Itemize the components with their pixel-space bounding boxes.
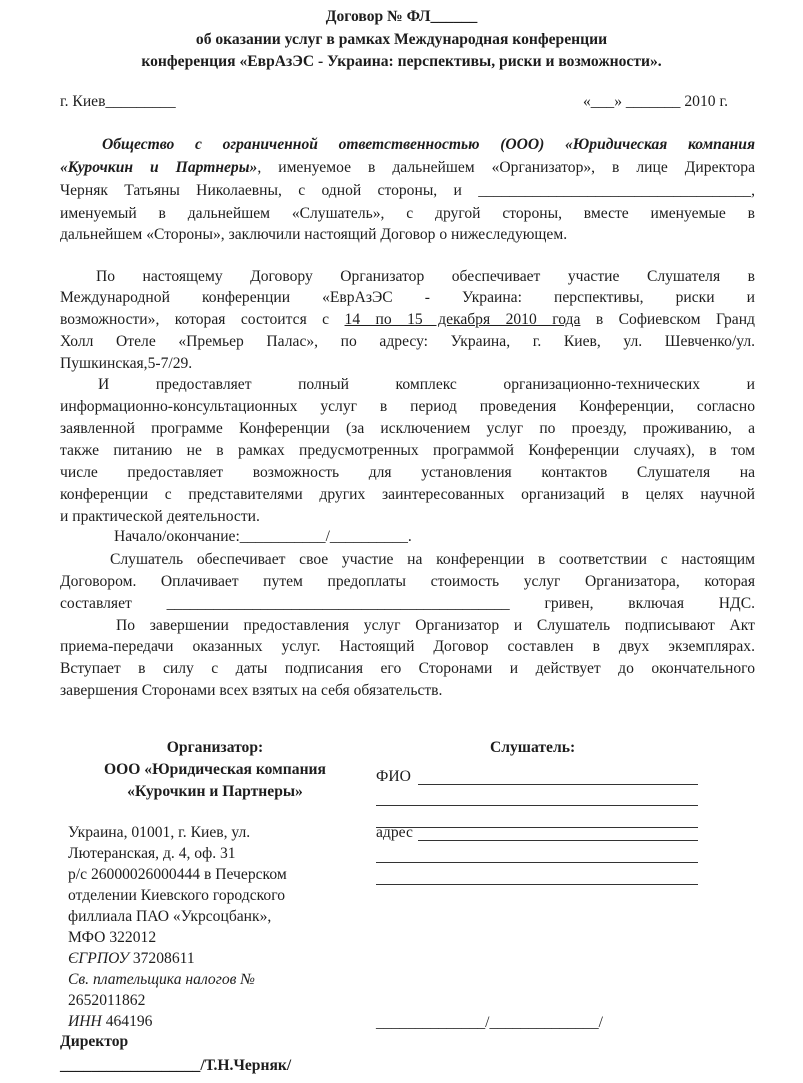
para4-line-2: приема-передачи оказанных услуг. Настоящий Договор составлен в двух экземплярах.	[60, 638, 755, 655]
organizer-bank-1: р/с 26000026000444 в Печерском	[68, 866, 287, 883]
para4-line-4: завершения Сторонами всех взятых на себя обязательств.	[60, 682, 443, 699]
para2-line-6: конференции с представителями других заинтересованных организаций в целях научной	[60, 486, 755, 503]
organizer-name-1: ООО «Юридическая компания	[104, 761, 326, 778]
organizer-signature: __________________/Т.Н.Черняк/	[60, 1057, 292, 1074]
para3-line-2: Договором. Оплачивает путем предоплаты стоимость услуг Организатора, которая	[60, 573, 755, 590]
conference-dates: 14 по 15 декабря 2010 года	[344, 311, 581, 328]
organizer-name-bold: Общество с ограниченной ответственностью (ООО) «Юридическая компания	[102, 136, 755, 153]
organizer-mfo: МФО 322012	[68, 929, 157, 946]
intro-line-1	[60, 134, 755, 155]
organizer-address-1: Украина, 01001, г. Киев, ул.	[68, 824, 251, 841]
contract-date: «___» _______ 2010 г.	[583, 93, 728, 110]
listener-heading: Слушатель:	[490, 739, 576, 756]
listener-fio-line	[418, 784, 698, 785]
intro-line-2: «Курочкин и Партнеры», именуемое в дальнейшем «Организатор», в лице Директора	[60, 159, 755, 176]
listener-address-line	[418, 840, 698, 841]
para4-line-1: По завершении предоставления услуг Организатор и Слушатель подписывают Акт	[116, 617, 755, 634]
listener-address-label: адрес	[376, 824, 413, 841]
para3-line-1: Слушатель обеспечивает свое участие на конференции в соответствии с настоящим	[110, 551, 755, 568]
organizer-bank-2: отделении Киевского городского	[68, 887, 286, 904]
para2-line-3: заявленной программе Конференции (за исключением услуг по проезду, проживанию, а	[60, 420, 755, 437]
organizer-bank-3: филлиала ПАО «Укрсоцбанк»,	[68, 908, 272, 925]
para1-line-4: Холл Отеле «Премьер Палас», по адресу: Украина, г. Киев, ул. Шевченко/ул.	[60, 333, 755, 350]
organizer-name-bold-2: «Курочкин и Партнеры»	[60, 159, 258, 176]
para2-line-4: также питанию не в рамках предусмотренных программой Конференции случаях), в том	[60, 442, 755, 459]
para2-line-7: и практической деятельности.	[60, 508, 260, 525]
para2-line-5: числе предоставляет возможность для установления контактов Слушателя на	[60, 464, 755, 481]
para2-line-2: информационно-консультационных услуг в период проведения Конференции, согласно	[60, 398, 755, 415]
listener-address-line-3	[376, 884, 698, 885]
organizer-tax-number: 2652011862	[68, 992, 146, 1009]
intro-line-3: Черняк Татьяны Николаевны, с одной стороны, и ___________________________________,	[60, 182, 755, 199]
listener-address-line-2	[376, 862, 698, 863]
para1-line-5: Пушкинская,5-7/29.	[60, 355, 193, 372]
para3-line-3: составляет ____________________________________________ гривен, включая НДС.	[60, 595, 755, 612]
organizer-tax-label: Св. плательщика налогов №	[68, 971, 255, 988]
listener-fio-label: ФИО	[376, 768, 411, 785]
contract-subtitle: об оказании услуг в рамках Международная конференции	[195, 31, 608, 48]
para2-line-1: И предоставляет полный комплекс организационно-технических и	[98, 376, 755, 393]
organizer-heading: Организатор:	[166, 739, 264, 756]
para1-line-3: возможности», которая состоится с 14 по 15 декабря 2010 года в Софиевском Гранд	[60, 311, 755, 328]
listener-signature: ______________/______________/	[376, 1014, 603, 1031]
start-end-field: Начало/окончание:___________/__________.	[114, 528, 412, 545]
organizer-director-label: Директор	[60, 1033, 129, 1050]
listener-fio-line-2	[376, 805, 698, 806]
intro-line-5: дальнейшем «Стороны», заключили настоящий Договор о нижеследующем.	[60, 226, 568, 243]
contract-conference-name: конференция «ЕврАзЭС - Украина: перспективы, риски и возможности».	[141, 53, 662, 70]
para1-line-2: Международной конференции «ЕврАзЭС - Украина: перспективы, риски и	[60, 289, 755, 306]
para4-line-3: Вступает в силу с даты подписания его Сторонами и действует до окончательного	[60, 660, 755, 677]
intro-line-4: именуемый в дальнейшем «Слушатель», с другой стороны, вместе именуемые в	[60, 205, 755, 222]
listener-fio-line-3	[376, 827, 698, 828]
organizer-address-2: Лютеранская, д. 4, оф. 31	[68, 845, 236, 862]
organizer-name-2: «Курочкин и Партнеры»	[127, 783, 303, 800]
para1-line-1: По настоящему Договору Организатор обеспечивает участие Слушателя в	[96, 268, 755, 285]
organizer-inn: ИНН 464196	[68, 1013, 153, 1030]
contract-place: г. Киев_________	[60, 93, 176, 110]
contract-title: Договор № ФЛ______	[325, 8, 478, 25]
organizer-edrpou: ЄГРПОУ 37208611	[68, 950, 195, 967]
